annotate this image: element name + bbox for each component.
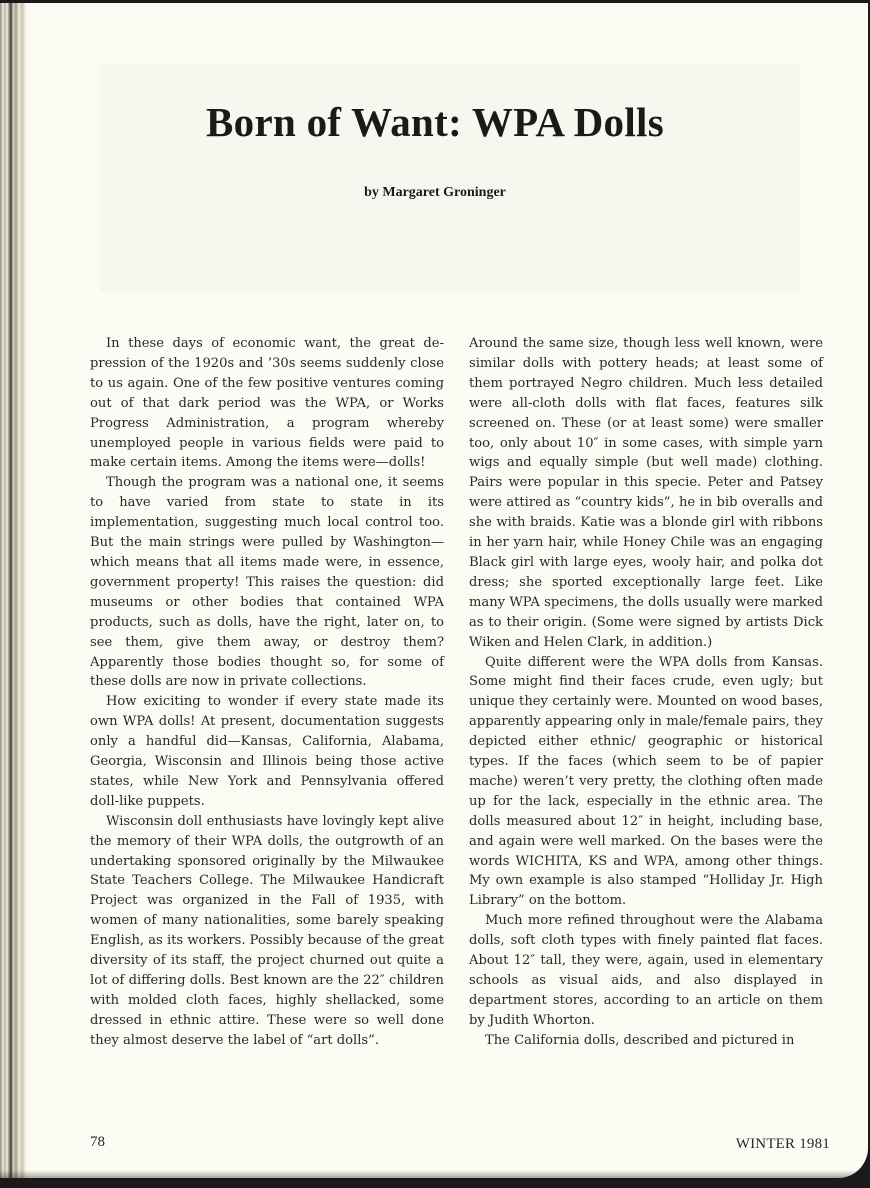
left-column <box>90 334 444 1051</box>
paragraph: Around the same size, though less well known, were similar dolls with pottery heads; at least some of them portrayed Negro children. Much less detailed were all-cloth dolls with flat faces, features silk screened on. These (or at least some) were smaller too, only about 10″ in some cases, with simple yarn wigs and equally simple (but well made) clothing. Pairs were popular in this specie. Peter and Patsey were attired as “country kids”, he in bib overalls and she with braids. Katie was a blonde girl with ribbons in her yarn hair, while Honey Chile was an engaging Black girl with large eyes, wooly hair, and polka dot dress; she sported exceptionally large feet. Like many WPA specimens, the dolls usually were marked as to their origin. (Some were signed by artists Dick Wiken and Helen Clark, in addition.) <box>469 336 823 650</box>
article-byline: by Margaret Groninger <box>364 185 506 200</box>
magazine-page <box>0 3 868 1178</box>
page-bottom-shadow <box>0 1170 868 1178</box>
page-edge-stack <box>0 3 30 1178</box>
paragraph: How exiciting to wonder if every state made its own WPA dolls! At present, documentation suggests only a handful did—Kansas, California, Alabama, Georgia, Wisconsin and Illinois being those active states, while New York and Pennsylvania offered doll-like puppets. <box>90 694 444 809</box>
paragraph: In these days of economic want, the great depression of the 1920s and ’30s seems suddenly close to us again. One of the few positive ventures coming out of that dark period was the WPA, or Works Progress Administration, a program whereby unemployed people in various fields were paid to make certain items. Among the items were—dolls! <box>90 336 444 471</box>
paragraph: Much more refined throughout were the Alabama dolls, soft cloth types with finely painted flat faces. About 12″ tall, they were, again, used in elementary schools as visual aids, and also displayed in department stores, according to an article on them by Judith Whorton. <box>469 913 823 1028</box>
paragraph: Wisconsin doll enthusiasts have lovingly kept alive the memory of their WPA dolls, the outgrowth of an undertaking sponsored originally by the Milwaukee State Teachers College. The Milwaukee Handicraft Project was organized in the Fall of 1935, with women of many nationalities, some barely speaking English, as its workers. Possibly because of the great diversity of its staff, the project churned out quite a lot of differing dolls. Best known are the 22″ children with molded cloth faces, highly shellacked, some dressed in ethnic attire. These were so well done they almost deserve the label of “art dolls”. <box>90 813 444 1048</box>
issue-label: WINTER 1981 <box>735 1136 830 1152</box>
paragraph: Quite different were the WPA dolls from Kansas. Some might find their faces crude, even ugly; but unique they certainly were. Mounted on wood bases, apparently appearing only in male/female pairs, they depicted either ethnic/ geographic or historical types. If the faces (which seem to be of papier mache) weren’t very pretty, the clothing often made up for the lack, especially in the ethnic area. The dolls measured about 12″ in height, including base, and again were well marked. On the bases were the words WICHITA, KS and WPA, among other things. My own example is also stamped “Holliday Jr. High Library” on the bottom. <box>469 654 823 909</box>
paragraph: The California dolls, described and pictured in <box>485 1032 795 1048</box>
article-title: Born of Want: WPA Dolls <box>206 99 664 145</box>
right-column <box>469 334 823 1051</box>
paragraph: Though the program was a national one, it seems to have varied from state to state in its implementation, suggesting much local control too. But the main strings were pulled by Washington—which means that all items made were, in essence, government property! This raises the question: did museums or other bodies that contained WPA products, such as dolls, have the right, later on, to see them, give them away, or destroy them? Apparently those bodies thought so, for some of these dolls are now in private collections. <box>90 475 444 690</box>
page-number: 78 <box>90 1134 105 1150</box>
